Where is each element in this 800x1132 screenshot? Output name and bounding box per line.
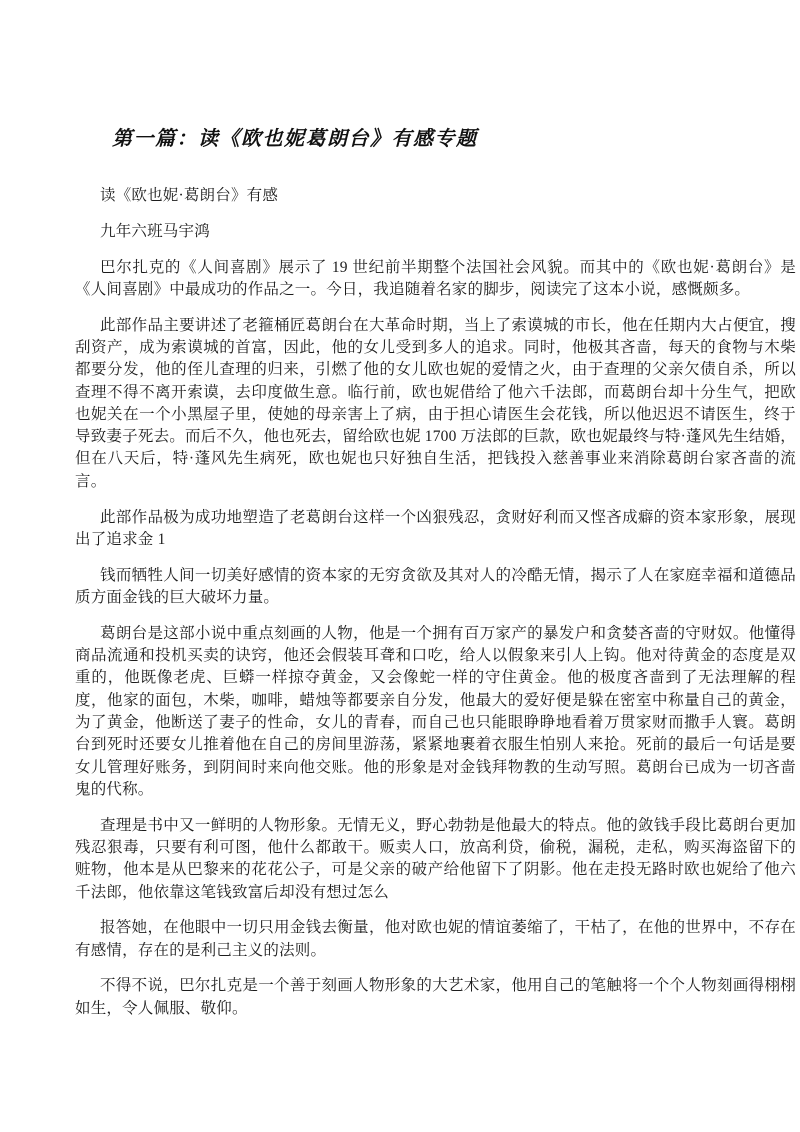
document-title: 第一篇：读《欧也妮葛朗台》有感专题 [112,128,478,150]
paragraph: 读《欧也妮·葛朗台》有感 [100,187,279,204]
paragraph: 不得不说，巴尔扎克是一个善于刻画人物形象的大艺术家，他用自己的笔触将一个个人物刻画得栩栩如生，令人佩服、敬仰。 [75,977,796,1017]
paragraph: 此部作品极为成功地塑造了老葛朗台这样一个凶狠残忍，贪财好利而又悭吝成癖的资本家形象，展现出了追求金 1 [75,508,796,548]
paragraph: 此部作品主要讲述了老箍桶匠葛朗台在大革命时期，当上了索谟城的市长，他在任期内大占便宜，搜刮资产，成为索谟城的首富，因此，他的女儿受到多人的追求。同时，他极其吝啬，每天的食物与木柴都要分发，他的侄儿查理的归来，引燃了他的女儿欧也妮的爱情之火，由于查理的父亲欠债自杀，所以查理不得不离开索谟，去印度做生意。临行前，欧也妮借给了他六千法郎，而葛朗台却十分生气，把欧也妮关在一个小黑屋子里，使她的母亲害上了病，由于担心请医生会花钱，所以他迟迟不请医生，终于导致妻子死去。而后不久，他也死去，留给欧也妮 1700 万法郎的巨款，欧也妮最终与特·蓬风先生结婚，但在八天后，特·蓬风先生病死，欧也妮也只好独自生活，把钱投入慈善事业来消除葛朗台家吝啬的流言。 [75,316,796,490]
paragraph: 报答她，在他眼中一切只用金钱去衡量，他对欧也妮的情谊萎缩了，干枯了，在他的世界中，不存在有感情，存在的是利己主义的法则。 [75,919,796,959]
document-content [75,0,796,1034]
paragraph: 钱而牺牲人间一切美好感情的资本家的无穷贪欲及其对人的冷酷无情，揭示了人在家庭幸福和道德品质方面金钱的巨大破坏力量。 [75,566,796,606]
paragraph: 巴尔扎克的《人间喜剧》展示了 19 世纪前半期整个法国社会风貌。而其中的《欧也妮·葛朗台》是《人间喜剧》中最成功的作品之一。今日，我追随着名家的脚步，阅读完了这本小说，感慨颇多。 [75,258,796,298]
paragraph: 葛朗台是这部小说中重点刻画的人物，他是一个拥有百万家产的暴发户和贪婪吝啬的守财奴。他懂得商品流通和投机买卖的诀窍，他还会假装耳聋和口吃，给人以假象来引人上钩。他对待黄金的态度是双重的，他既像老虎、巨蟒一样掠夺黄金，又会像蛇一样的守住黄金。他的极度吝啬到了无法理解的程度，他家的面包，木柴，咖啡，蜡烛等都要亲自分发，他最大的爱好便是躲在密室中称量自己的黄金，为了黄金，他断送了妻子的性命，女儿的青春，而自己也只能眼睁睁地看着万贯家财而撒手人寰。葛朗台到死时还要女儿推着他在自己的房间里游荡，紧紧地裹着衣服生怕别人来抢。死前的最后一句话是要女儿管理好账务，到阴间时来向他交账。他的形象是对金钱拜物教的生动写照。葛朗台已成为一切吝啬鬼的代称。 [75,624,796,798]
paragraph: 九年六班马宇鸿 [100,222,210,240]
paragraph-list [75,185,796,1020]
paragraph: 查理是书中又一鲜明的人物形象。无情无义，野心勃勃是他最大的特点。他的敛钱手段比葛朗台更加残忍狠毒，只要有利可图，他什么都敢干。贩卖人口，放高利贷，偷税，漏税，走私，购买海盗留下的赃物，他本是从巴黎来的花花公子，可是父亲的破产给他留下了阴影。他在走投无路时欧也妮给了他六千法郎，他依靠这笔钱致富后却没有想过怎么 [75,816,796,901]
